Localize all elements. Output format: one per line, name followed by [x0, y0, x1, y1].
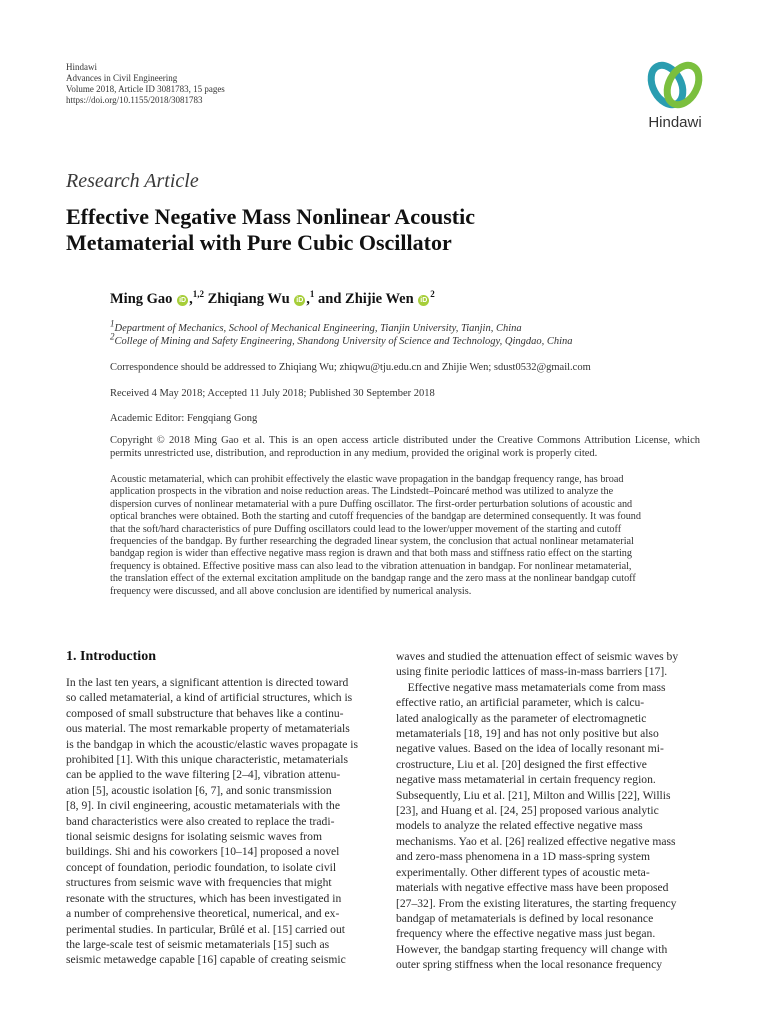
body-line: structures from seismic wave with frequencies that might — [66, 876, 332, 890]
body-line: experimentally. Other different types of acoustic meta- — [396, 865, 650, 879]
abstract-line: the translation effect of the external excitation amplitude on the bandgap range and the zero mass at the nonlinear bandgap cutoff — [110, 573, 636, 585]
body-line: concept of foundation, periodic foundation, to isolate civil — [66, 860, 337, 874]
journal-name: Advances in Civil Engineering — [66, 73, 178, 83]
author-separator: , — [189, 291, 193, 307]
body-line: the large-scale test of seismic metamaterials [15] such as — [66, 937, 330, 951]
body-line: band characteristics were also created to replace the tradi- — [66, 814, 335, 828]
abstract-line: dispersion curves of nonlinear metamaterial with a pure Duffing oscillator. The first-order perturbation solutions of acoustic and — [110, 498, 633, 510]
affiliation-sup: 2 — [110, 331, 115, 342]
abstract-line: frequencies of the bandgap. By further researching the degraded linear system, the conclusion that actual nonlinear metamaterial — [110, 536, 634, 548]
body-line: buildings. Shi and his coworkers [10–14] proposed a novel — [66, 845, 340, 859]
author-name[interactable]: Ming Gao — [110, 291, 173, 307]
abstract-line: bandgap region is wider than effective negative mass region is drawn and that both mass and stiffness ratio effect on the starting — [110, 548, 632, 560]
abstract-line: optical branches were obtained. Both the starting and cutoff frequencies of the bandgap are determined consequently. It was found — [110, 511, 641, 523]
abstract-line: Acoustic metamaterial, which can prohibit effectively the elastic wave propagation in the bandgap frequency range, has broad — [110, 474, 624, 485]
body-line: seismic metawedge capable [16] capable of creating seismic — [66, 953, 346, 967]
body-line: negative mass metamaterial in certain frequency region. — [396, 773, 656, 787]
body-line: materials with negative effective mass have been proposed — [396, 881, 669, 895]
abstract-line: frequency were discussed, and all above conclusion are identified by numerical analysis. — [110, 585, 472, 597]
doi-link[interactable]: https://doi.org/10.1155/2018/3081783 — [66, 95, 203, 105]
body-line: negative values. Based on the idea of locally resonant mi- — [396, 742, 664, 756]
abstract — [110, 474, 702, 598]
body-right-column — [396, 649, 702, 973]
body-line: and zero-mass phenomena in a 1D mass-spring system — [396, 850, 651, 864]
body-line: mechanisms. Yao et al. [26] realized effective negative mass — [396, 834, 676, 848]
paper-title — [66, 204, 626, 256]
author-affiliation-sup: 1,2 — [192, 289, 204, 300]
publication-dates: Received 4 May 2018; Accepted 11 July 2018; Published 30 September 2018 — [110, 388, 435, 399]
body-line: using finite periodic lattices of mass-in-mass barriers [17]. — [396, 665, 668, 679]
author-name[interactable]: Zhijie Wen — [345, 291, 414, 307]
author-affiliation-sup: 2 — [430, 289, 435, 300]
affiliation-sup: 1 — [110, 318, 115, 329]
author-affiliation-sup: 1 — [309, 289, 315, 300]
body-line: bandgap of metamaterials is defined by local resonance — [396, 911, 654, 925]
body-line: can be applied to the wave filtering [2–4], vibration attenu- — [66, 768, 341, 782]
author-name[interactable]: Zhiqiang Wu — [207, 291, 290, 307]
body-line: is the bandgap in which the acoustic/elastic waves propagate is — [66, 737, 359, 751]
body-left-column — [66, 675, 372, 968]
orcid-icon[interactable]: iD — [179, 297, 187, 304]
abstract-line: that the soft/hard characteristics of pure Duffing oscillators could lead to the lower/upper movement of the starting and cutoff — [110, 523, 622, 535]
affiliation-2 — [110, 331, 573, 347]
article-type: Research Article — [66, 170, 199, 192]
body-line: waves and studied the attenuation effect of seismic waves by — [396, 650, 679, 663]
title-line-1: Effective Negative Mass Nonlinear Acoustic — [66, 204, 475, 229]
authors-conjunction: and — [318, 291, 342, 307]
body-line: In the last ten years, a significant attention is directed toward — [66, 676, 349, 689]
body-line: [23], and Huang et al. [24, 25] proposed various analytic — [396, 804, 659, 818]
abstract-line: application prospects in the vibration and noise reduction areas. The Lindstedt–Poincaré method was utilized to analyze the — [110, 486, 614, 498]
body-line: so called metamaterial, a kind of artificial structures, which is — [66, 691, 353, 705]
hindawi-logo-text: Hindawi — [648, 114, 702, 131]
body-line: [27–32]. From the existing literatures, the starting frequency — [396, 896, 677, 910]
body-line: However, the bandgap starting frequency will change with — [396, 942, 668, 956]
section-heading: 1. Introduction — [66, 649, 156, 664]
body-line: effective ratio, an artificial parameter, which is calcu- — [396, 696, 645, 710]
body-line: metamaterials [18, 19] and has not only positive but also — [396, 727, 659, 741]
body-line: outer spring stiffness when the local resonance frequency — [396, 958, 663, 972]
copyright-notice: Copyright © 2018 Ming Gao et al. This is an open access article distributed under the Creative Commons Attribution License, which permits unrestricted use, distribution, and reproduction in any medium, provided the original work is properly cited. — [110, 435, 700, 459]
correspondence: Correspondence should be addressed to Zhiqiang Wu; zhiqwu@tju.edu.cn and Zhijie Wen; sdust0532@gmail.com — [110, 362, 591, 373]
body-line: models to analyze the related effective negative mass — [396, 819, 643, 833]
author-list — [110, 291, 435, 308]
orcid-icon[interactable]: iD — [296, 297, 304, 304]
body-line: [8, 9]. In civil engineering, acoustic metamaterials with the — [66, 799, 340, 813]
affiliation-text: Department of Mechanics, School of Mechanical Engineering, Tianjin University, Tianjin, China — [114, 323, 522, 334]
body-line: composed of small substructure that behaves like a continu- — [66, 706, 344, 720]
publisher-name: Hindawi — [66, 62, 97, 72]
body-line: ation [5], acoustic isolation [6, 7], and sonic transmission — [66, 783, 332, 797]
orcid-icon[interactable]: iD — [420, 297, 428, 304]
body-line: crostructure, Liu et al. [20] designed the first effective — [396, 757, 647, 771]
body-line: Effective negative mass metamaterials come from mass — [396, 680, 666, 694]
affiliation-1 — [110, 318, 522, 334]
body-line: lated analogically as the parameter of electromagnetic — [396, 711, 647, 725]
body-line: frequency where the effective negative mass just began. — [396, 927, 656, 941]
volume-info: Volume 2018, Article ID 3081783, 15 pages — [66, 84, 225, 94]
abstract-line: frequency is obtained. Effective positive mass can also lead to the vibration attenuation in bandgap. For nonlinear metamaterial, — [110, 560, 632, 572]
author-separator: , — [306, 291, 310, 307]
title-line-2: Metamaterial with Pure Cubic Oscillator — [66, 230, 452, 255]
affiliation-text: College of Mining and Safety Engineering, Shandong University of Science and Technology, Qingdao, China — [114, 336, 573, 347]
body-line: Subsequently, Liu et al. [21], Milton and Willis [22], Willis — [396, 788, 671, 802]
body-line: ous material. The most remarkable property of metamaterials — [66, 722, 350, 736]
body-line: tional seismic designs for isolating seismic waves from — [66, 830, 322, 844]
body-line: a number of comprehensive theoretical, numerical, and ex- — [66, 907, 340, 921]
body-line: perimental studies. In particular, Brûlé et al. [15] carried out — [66, 922, 345, 936]
academic-editor: Academic Editor: Fengqiang Gong — [110, 413, 258, 424]
body-line: resonate with the structures, which has been investigated in — [66, 891, 342, 905]
body-line: prohibited [1]. With this unique characteristic, metamaterials — [66, 753, 348, 767]
